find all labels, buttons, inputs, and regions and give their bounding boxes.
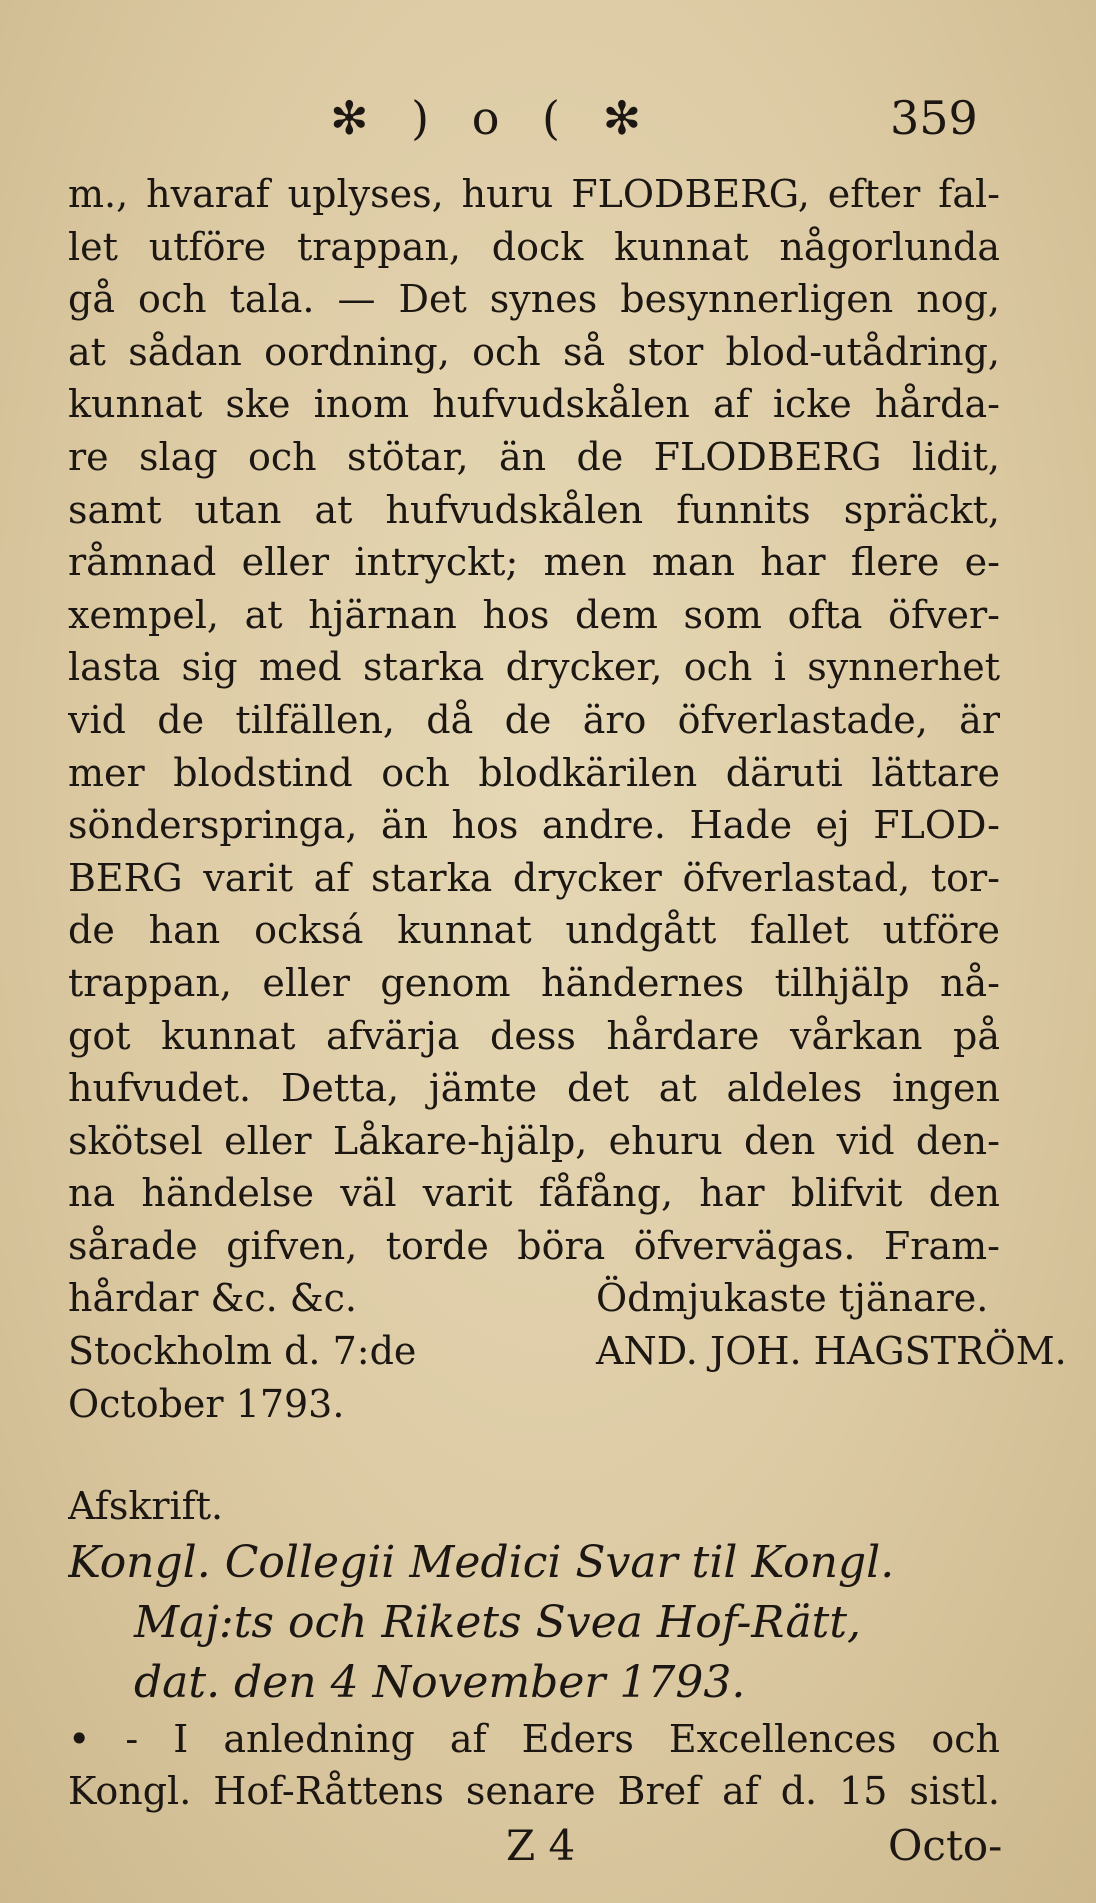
text-line: lasta sig med starka drycker, och i synnerhet (68, 645, 1000, 690)
text-line: gå och tala. — Det synes besynnerligen nog, (68, 277, 1000, 322)
text-line: sårade gifven, torde böra öfvervägas. Fram- (68, 1223, 1000, 1268)
page-number: 359 (890, 91, 978, 145)
closing-line (68, 1272, 1000, 1325)
place-date: Stockholm d. 7:de (68, 1329, 417, 1374)
document-title (68, 1533, 1000, 1713)
paragraph (68, 168, 1000, 1272)
text-line: Kongl. Hof-Råttens senare Bref af d. 15 sistl. (68, 1769, 1000, 1814)
text-line: Maj:ts och Rikets Svea Hof-Rätt, (134, 1596, 862, 1648)
text-line: samt utan at hufvudskålen funnits spräckt, (68, 487, 1000, 532)
text-line: m., hvaraf uplyses, huru FLODBERG, efter fal- (68, 172, 1000, 216)
signatory: AND. JOH. HAGSTRÖM. (596, 1329, 1067, 1374)
text-line: na händelse väl varit fåfång, har blifvit den (68, 1171, 1000, 1216)
text-line: • - I anledning af Eders Excellences och (68, 1716, 1000, 1761)
catchword: Octo- (888, 1821, 1003, 1871)
text-line: got kunnat afvärja dess hårdare vårkan på (68, 1013, 1000, 1058)
text-line: råmnad eller intryckt; men man har flere e- (68, 540, 1000, 585)
text-line: vid de tilfällen, då de äro öfverlastade, är (68, 697, 1000, 742)
closing-left: hårdar &c. &c. (68, 1276, 357, 1321)
text-line: xempel, at hjärnan hos dem som ofta öfver- (68, 592, 1000, 637)
text-line: kunnat ske inom hufvudskålen af icke hårda- (68, 382, 1000, 427)
header-ornament: ✻ ) o ( ✻ (330, 91, 656, 145)
text-line: dat. den 4 November 1793. (134, 1656, 746, 1708)
text-line: mer blodstind och blodkärilen däruti lättare (68, 750, 1000, 795)
running-header (0, 88, 1096, 148)
text-line: at sådan oordning, och så stor blod-utådring, (68, 329, 1000, 374)
text-line: Kongl. Collegii Medici Svar til Kongl. (68, 1536, 895, 1588)
signature-line (68, 1325, 1067, 1378)
text-line: re slag och stötar, än de FLODBERG lidit, (68, 434, 1000, 479)
text-line: sönderspringa, än hos andre. Hade ej FLOD- (68, 803, 1000, 848)
page-footer (68, 1818, 1003, 1874)
text-line: skötsel eller Låkare-hjälp, ehuru den vid den- (68, 1118, 1000, 1163)
text-line: let utföre trappan, dock kunnat någorlunda (68, 224, 1000, 269)
copy-label: Afskrift. (68, 1484, 224, 1529)
closing-salutation: Ödmjukaste tjänare. (596, 1276, 989, 1321)
signature-mark: Z 4 (506, 1821, 576, 1871)
text-line: hufvudet. Detta, jämte det at aldeles ingen (68, 1066, 1000, 1111)
text-line: de han ocksá kunnat undgått fallet utföre (68, 908, 1000, 953)
date-line: October 1793. (68, 1381, 345, 1426)
letter-opening (68, 1713, 1000, 1818)
text-line: trappan, eller genom händernes tilhjälp nå- (68, 960, 1000, 1005)
text-line: BERG varit af starka drycker öfverlastad, tor- (68, 855, 1000, 900)
text-body (68, 168, 1067, 1874)
